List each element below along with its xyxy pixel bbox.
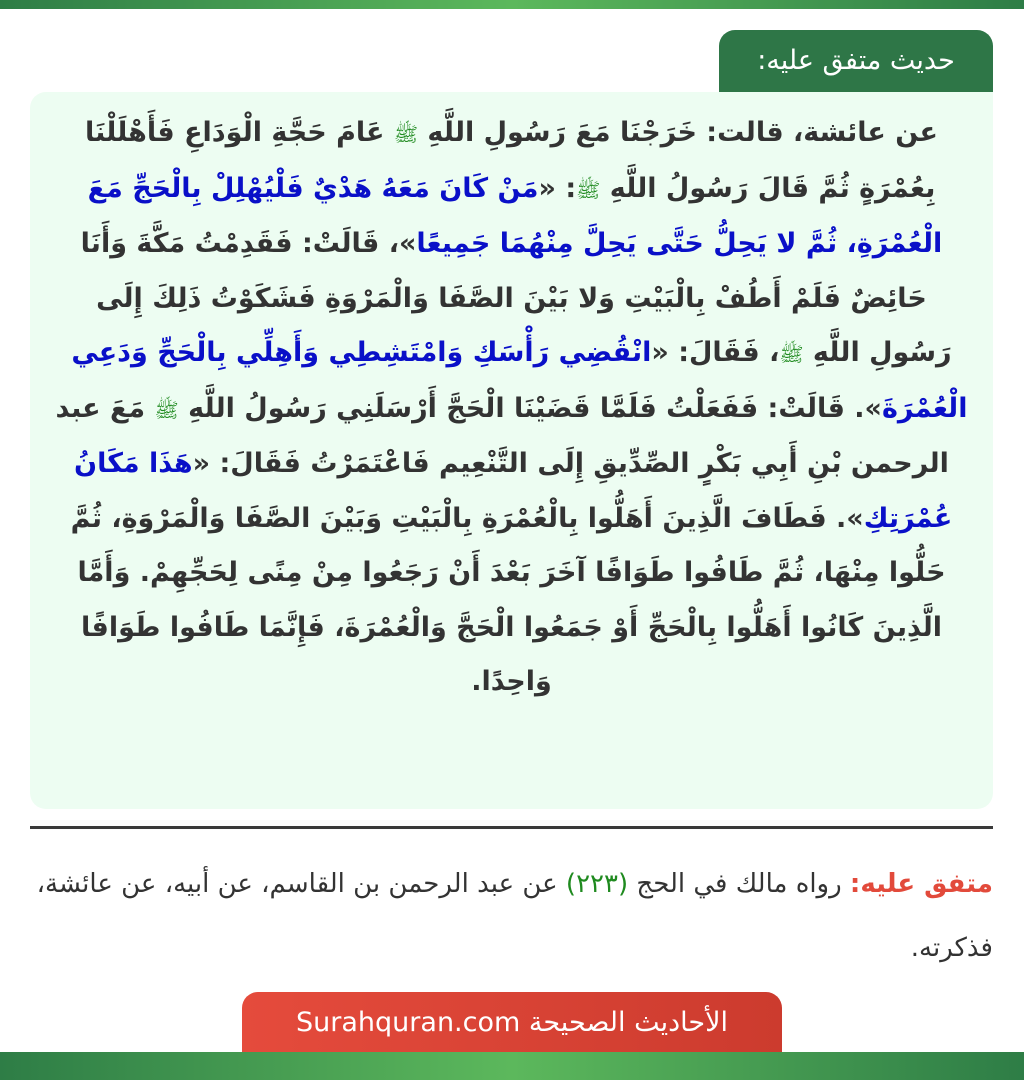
- hadith-segment: مَعَ عبد الرحمن بْنِ أَبِي بَكْرٍ الصِّدِّيقِ إِلَى التَّنْعِيم فَاعْتَمَرْتُ فَقَالَ: «: [55, 392, 949, 479]
- site-badge: الأحاديث الصحيحة Surahquran.com: [242, 992, 782, 1052]
- prophet-quote: انْقُضِي رَأْسَكِ وَامْتَشِطِي وَأَهِلِّي بِالْحَجِّ وَدَعِي الْعُمْرَةَ: [71, 337, 968, 424]
- hadith-source: [30, 852, 993, 980]
- hadith-text-box: [30, 92, 993, 809]
- source-text-after: عن عبد الرحمن بن القاسم، عن أبيه، عن عائشة، فذكرته.: [36, 869, 993, 963]
- hadith-segment: ». قَالَتْ: فَفَعَلْتُ فَلَمَّا قَضَيْنَا الْحَجَّ أَرْسَلَنِي رَسُولُ اللَّهِ: [178, 392, 882, 424]
- hadith-segment: عَامَ حَجَّةِ الْوَدَاعِ فَأَهْلَلْنَا بِعُمْرَةٍ ثُمَّ قَالَ رَسُولُ اللَّهِ: [84, 117, 936, 204]
- prophet-quote: مَنْ كَانَ مَعَهُ هَدْيٌ فَلْيُهْلِلْ بِالْحَجِّ مَعَ الْعُمْرَةِ، ثُمَّ لا يَحِلُّ حَتَّى يَحِلَّ مِنْهُمَا جَمِيعًا: [87, 172, 943, 259]
- source-number: (٢٢٣): [565, 869, 629, 899]
- source-label: متفق عليه:: [849, 869, 993, 899]
- top-decorative-bar: [0, 0, 1024, 9]
- salawat-icon: ﷺ: [779, 342, 804, 366]
- hadith-text: [52, 106, 971, 710]
- salawat-icon: ﷺ: [393, 122, 419, 146]
- salawat-icon: ﷺ: [154, 397, 179, 422]
- hadith-segment: : «: [538, 172, 577, 204]
- hadith-segment: ، فَقَالَ: «: [651, 337, 780, 368]
- hadith-segment: ». فَطَافَ الَّذِينَ أَهَلُّوا بِالْعُمْرَةِ بِالْبَيْتِ وَبَيْنَ الصَّفَا وَالْمَرْوَةِ، ثُمَّ حَلُّوا مِنْهَا، ثُمَّ طَافُوا طَوَافًا آخَرَ بَعْدَ أَنْ رَجَعُوا مِنْ مِنًى لِحَجِّهِمْ. وَأَمَّا الَّذِينَ كَانُوا أَهَلُّوا بِالْحَجِّ أَوْ جَمَعُوا الْحَجَّ وَالْعُمْرَةَ، فَإِنَّمَا طَافُوا طَوَافًا وَاحِدًا.: [70, 502, 946, 697]
- hadith-segment: عن عائشة، قالت: خَرَجْنَا مَعَ رَسُولِ اللَّهِ: [418, 117, 939, 148]
- prophet-quote: هَذَا مَكَانُ عُمْرَتِكِ: [74, 448, 953, 534]
- bottom-decorative-bar: [0, 1052, 1024, 1080]
- salawat-icon: ﷺ: [576, 177, 601, 202]
- source-text-before: رواه مالك في الحج: [628, 869, 850, 899]
- hadith-category-title: حديث متفق عليه:: [719, 30, 993, 92]
- section-divider: [30, 826, 993, 829]
- hadith-segment: »، قَالَتْ: فَقَدِمْتُ مَكَّةَ وَأَنَا حَائِضٌ فَلَمْ أَطُفْ بِالْبَيْتِ وَلا بَيْنَ الصَّفَا وَالْمَرْوَةِ فَشَكَوْتُ ذَلِكَ إِلَى رَسُولِ اللَّهِ: [80, 228, 952, 368]
